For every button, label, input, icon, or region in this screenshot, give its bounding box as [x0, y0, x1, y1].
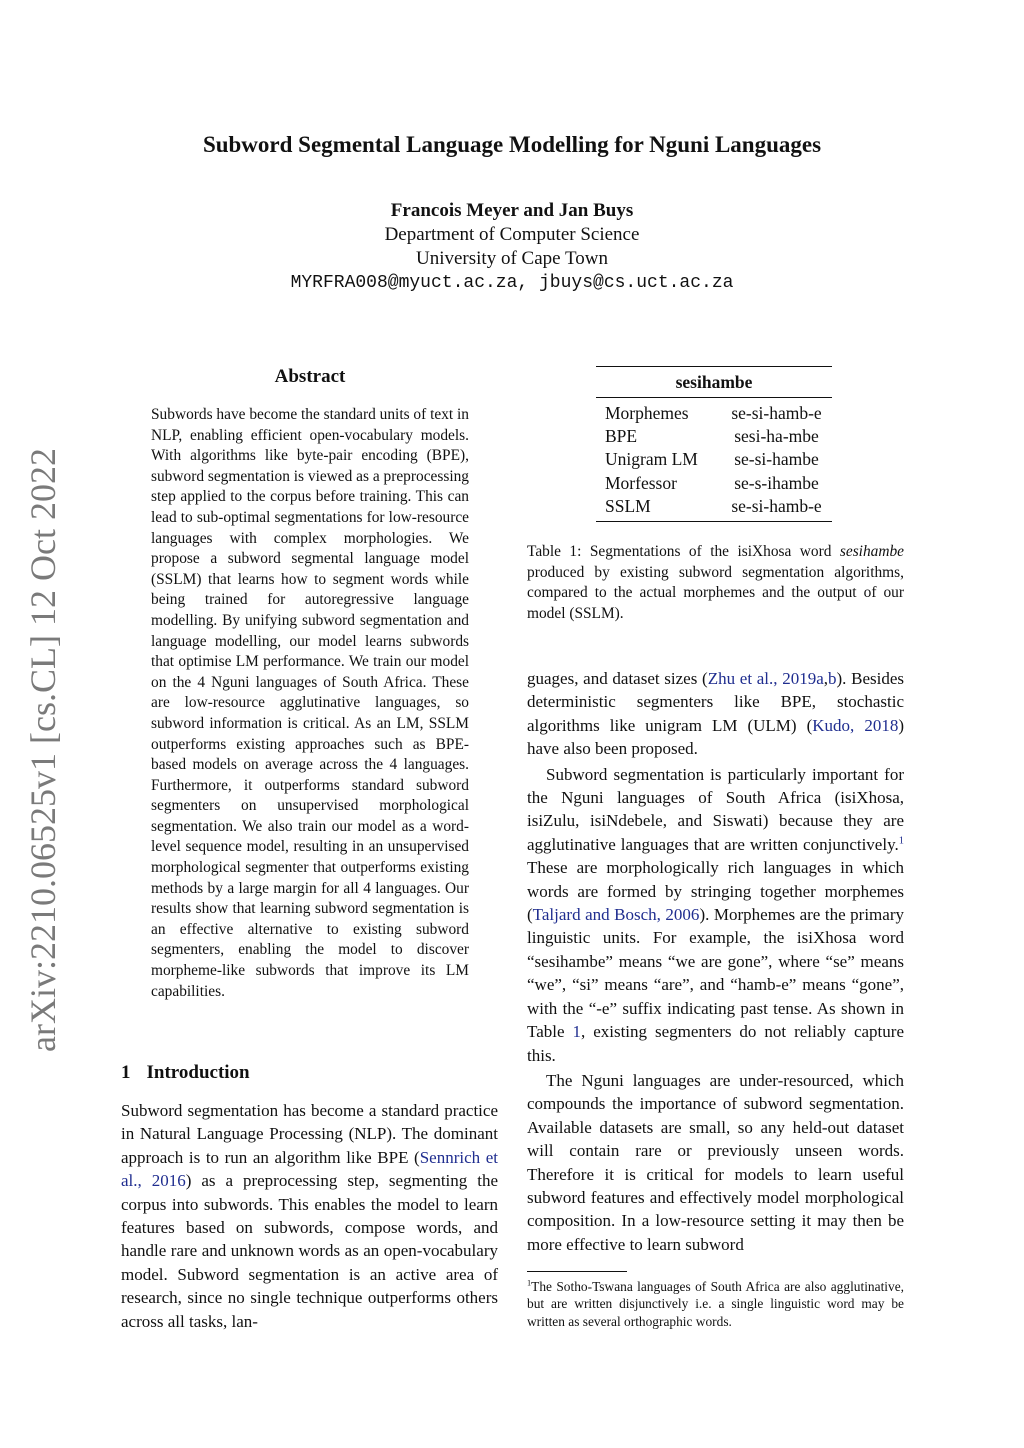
method-cell: SSLM — [605, 495, 651, 516]
citation-link[interactable]: Taljard and Bosch, 2006 — [532, 905, 700, 925]
section-heading-introduction — [121, 1062, 250, 1084]
table-row — [596, 448, 832, 471]
segmentation-cell: sesi-ha-mbe — [734, 426, 819, 447]
text-run: ) have also been proposed. — [527, 715, 904, 759]
footnote-text: The Sotho-Tswana languages of South Africa are also agglutinative, but are written disjunctively i.e. a single linguistic word may be written as several orthographic words. — [527, 1279, 904, 1329]
arxiv-stamp-text: arXiv:2210.06525v1 [cs.CL] 12 Oct 2022 — [23, 448, 63, 1052]
text-run: These are morphologically rich languages in which words are formed by stringing together morphemes ( — [527, 858, 904, 925]
footnote — [527, 1278, 904, 1330]
table-body — [596, 402, 832, 518]
table-reference-link[interactable]: 1 — [572, 1022, 581, 1042]
table-bottom-rule — [596, 521, 832, 522]
intro-paragraph-1 — [121, 1099, 498, 1333]
paper-title: Subword Segmental Language Modelling for Nguni Languages — [202, 132, 822, 157]
text-run: ). Besides deterministic segmenters like BPE, stochastic algorithms like unigram LM (ULM) ( — [527, 669, 905, 735]
citation-link[interactable]: b — [828, 669, 837, 688]
abstract-heading: Abstract — [274, 366, 346, 387]
text-run: Subword segmentation is particularly important for the Nguni languages of South Africa (isiXhosa, isiZulu, isiNdebele, and Siswati) because they are agglutinative languages that are written conjunctively. — [527, 764, 904, 854]
caption-text: Table 1: Segmentations of the isiXhosa word — [527, 543, 840, 560]
citation-link[interactable]: Sennrich et al., 2016 — [121, 1147, 499, 1191]
segmentation-cell: se-si-hamb-e — [731, 403, 822, 423]
caption-text: produced by existing subword segmentation algorithms, compared to the actual morphemes and the output of our model (SSLM). — [527, 563, 904, 622]
footnote-rule — [527, 1271, 627, 1272]
intro-paragraph-3: The Nguni languages are under-resourced, which compounds the importance of subword segmentation. Available datasets are small, so any held-out dataset will contain rare or previously unseen words. Therefore it is critical for models to learn useful subword features and effectively model morphological composition. In a low-resource setting it may then be more effective to learn subword — [527, 1070, 904, 1254]
text-run: ). Morphemes are the primary linguistic units. For example, the isiXhosa word “sesihambe” means “we are gone”, where “se” means “we”, “si” means “are”, and “hamb-e” means “gone”, with the “-e” suffix indicating past tense. As shown in Table — [527, 905, 904, 1042]
abstract-body: Subwords have become the standard units of text in NLP, enabling efficient open-vocabulary models. With algorithms like byte-pair encoding (BPE), subword segmentation is viewed as a preprocessing step applied to the corpus before training. This can lead to sub-optimal segmentations for low-resource languages with complex morphologies. We propose a subword segmental language model (SSLM) that learns how to segment words while being trained for autoregressive language modelling. By unifying subword segmentation and language modelling, our model learns subwords that optimise LM performance. We train our model on the 4 Nguni languages of South Africa. These are low-resource agglutinative languages, so subword information is critical. As an LM, SSLM outperforms existing approaches such as BPE-based models on average across the 4 languages. Furthermore, it outperforms standard subword segmenters on unsupervised morphological segmentation. We also train our model as a word-level sequence model, resulting in an unsupervised morphological segmenter that outperforms existing methods by a large margin for all 4 languages. Our results show that learning subword segmentation is an effective alternative to existing subword segmenters, enabling the model to discover morpheme-like subwords that improve its LM capabilities. — [151, 406, 470, 1000]
text-run: ) as a preprocessing step, segmenting the corpus into subwords. This enables the model to learn features based on subwords, compose words, and handle rare and unknown words as an open-vocabulary model. Subword segmentation is an active area of research, since no single technique outperforms others across all tasks, lan- — [121, 1171, 498, 1331]
text-run: , — [823, 669, 829, 688]
intro-paragraph-1-continued — [527, 667, 904, 761]
caption-italic-word: sesihambe — [839, 543, 904, 560]
table-header: sesihambe — [596, 367, 832, 398]
table-caption — [527, 542, 904, 624]
footnote-marker[interactable]: 1 — [898, 835, 904, 847]
authors: Francois Meyer and Jan Buys — [390, 200, 634, 221]
table-row — [596, 425, 832, 448]
section-number: 1 — [121, 1062, 131, 1083]
text-run: guages, and dataset sizes ( — [527, 669, 708, 688]
segmentation-cell: se-s-ihambe — [734, 472, 819, 493]
text-run: Subword segmentation has become a standard practice in Natural Language Processing (NLP). The dominant approach is to run an algorithm like BPE ( — [121, 1101, 498, 1167]
section-title: Introduction — [146, 1062, 250, 1083]
intro-paragraph-2 — [527, 763, 904, 1067]
citation-link[interactable]: Zhu et al., 2019a — [707, 669, 824, 688]
table-row — [596, 472, 832, 495]
table-row — [596, 495, 832, 518]
method-cell: Unigram LM — [605, 449, 698, 470]
table-row — [596, 402, 832, 425]
affiliation-department: Department of Computer Science — [384, 224, 640, 245]
segmentation-cell: se-si-hamb-e — [731, 495, 822, 516]
method-cell: BPE — [605, 426, 638, 447]
method-cell: Morphemes — [605, 403, 689, 423]
affiliation-university: University of Cape Town — [416, 248, 608, 269]
intro-right-column — [527, 667, 904, 1256]
method-cell: Morfessor — [605, 472, 677, 493]
text-run: , existing segmenters do not reliably capture this. — [527, 1022, 904, 1065]
segmentation-cell: se-si-hambe — [734, 449, 819, 470]
table-1 — [596, 366, 832, 522]
citation-link[interactable]: Kudo, 2018 — [812, 715, 899, 735]
footnote-number: 1 — [527, 1278, 532, 1288]
author-emails: MYRFRA008@myuct.ac.za, jbuys@cs.uct.ac.za — [290, 273, 734, 293]
